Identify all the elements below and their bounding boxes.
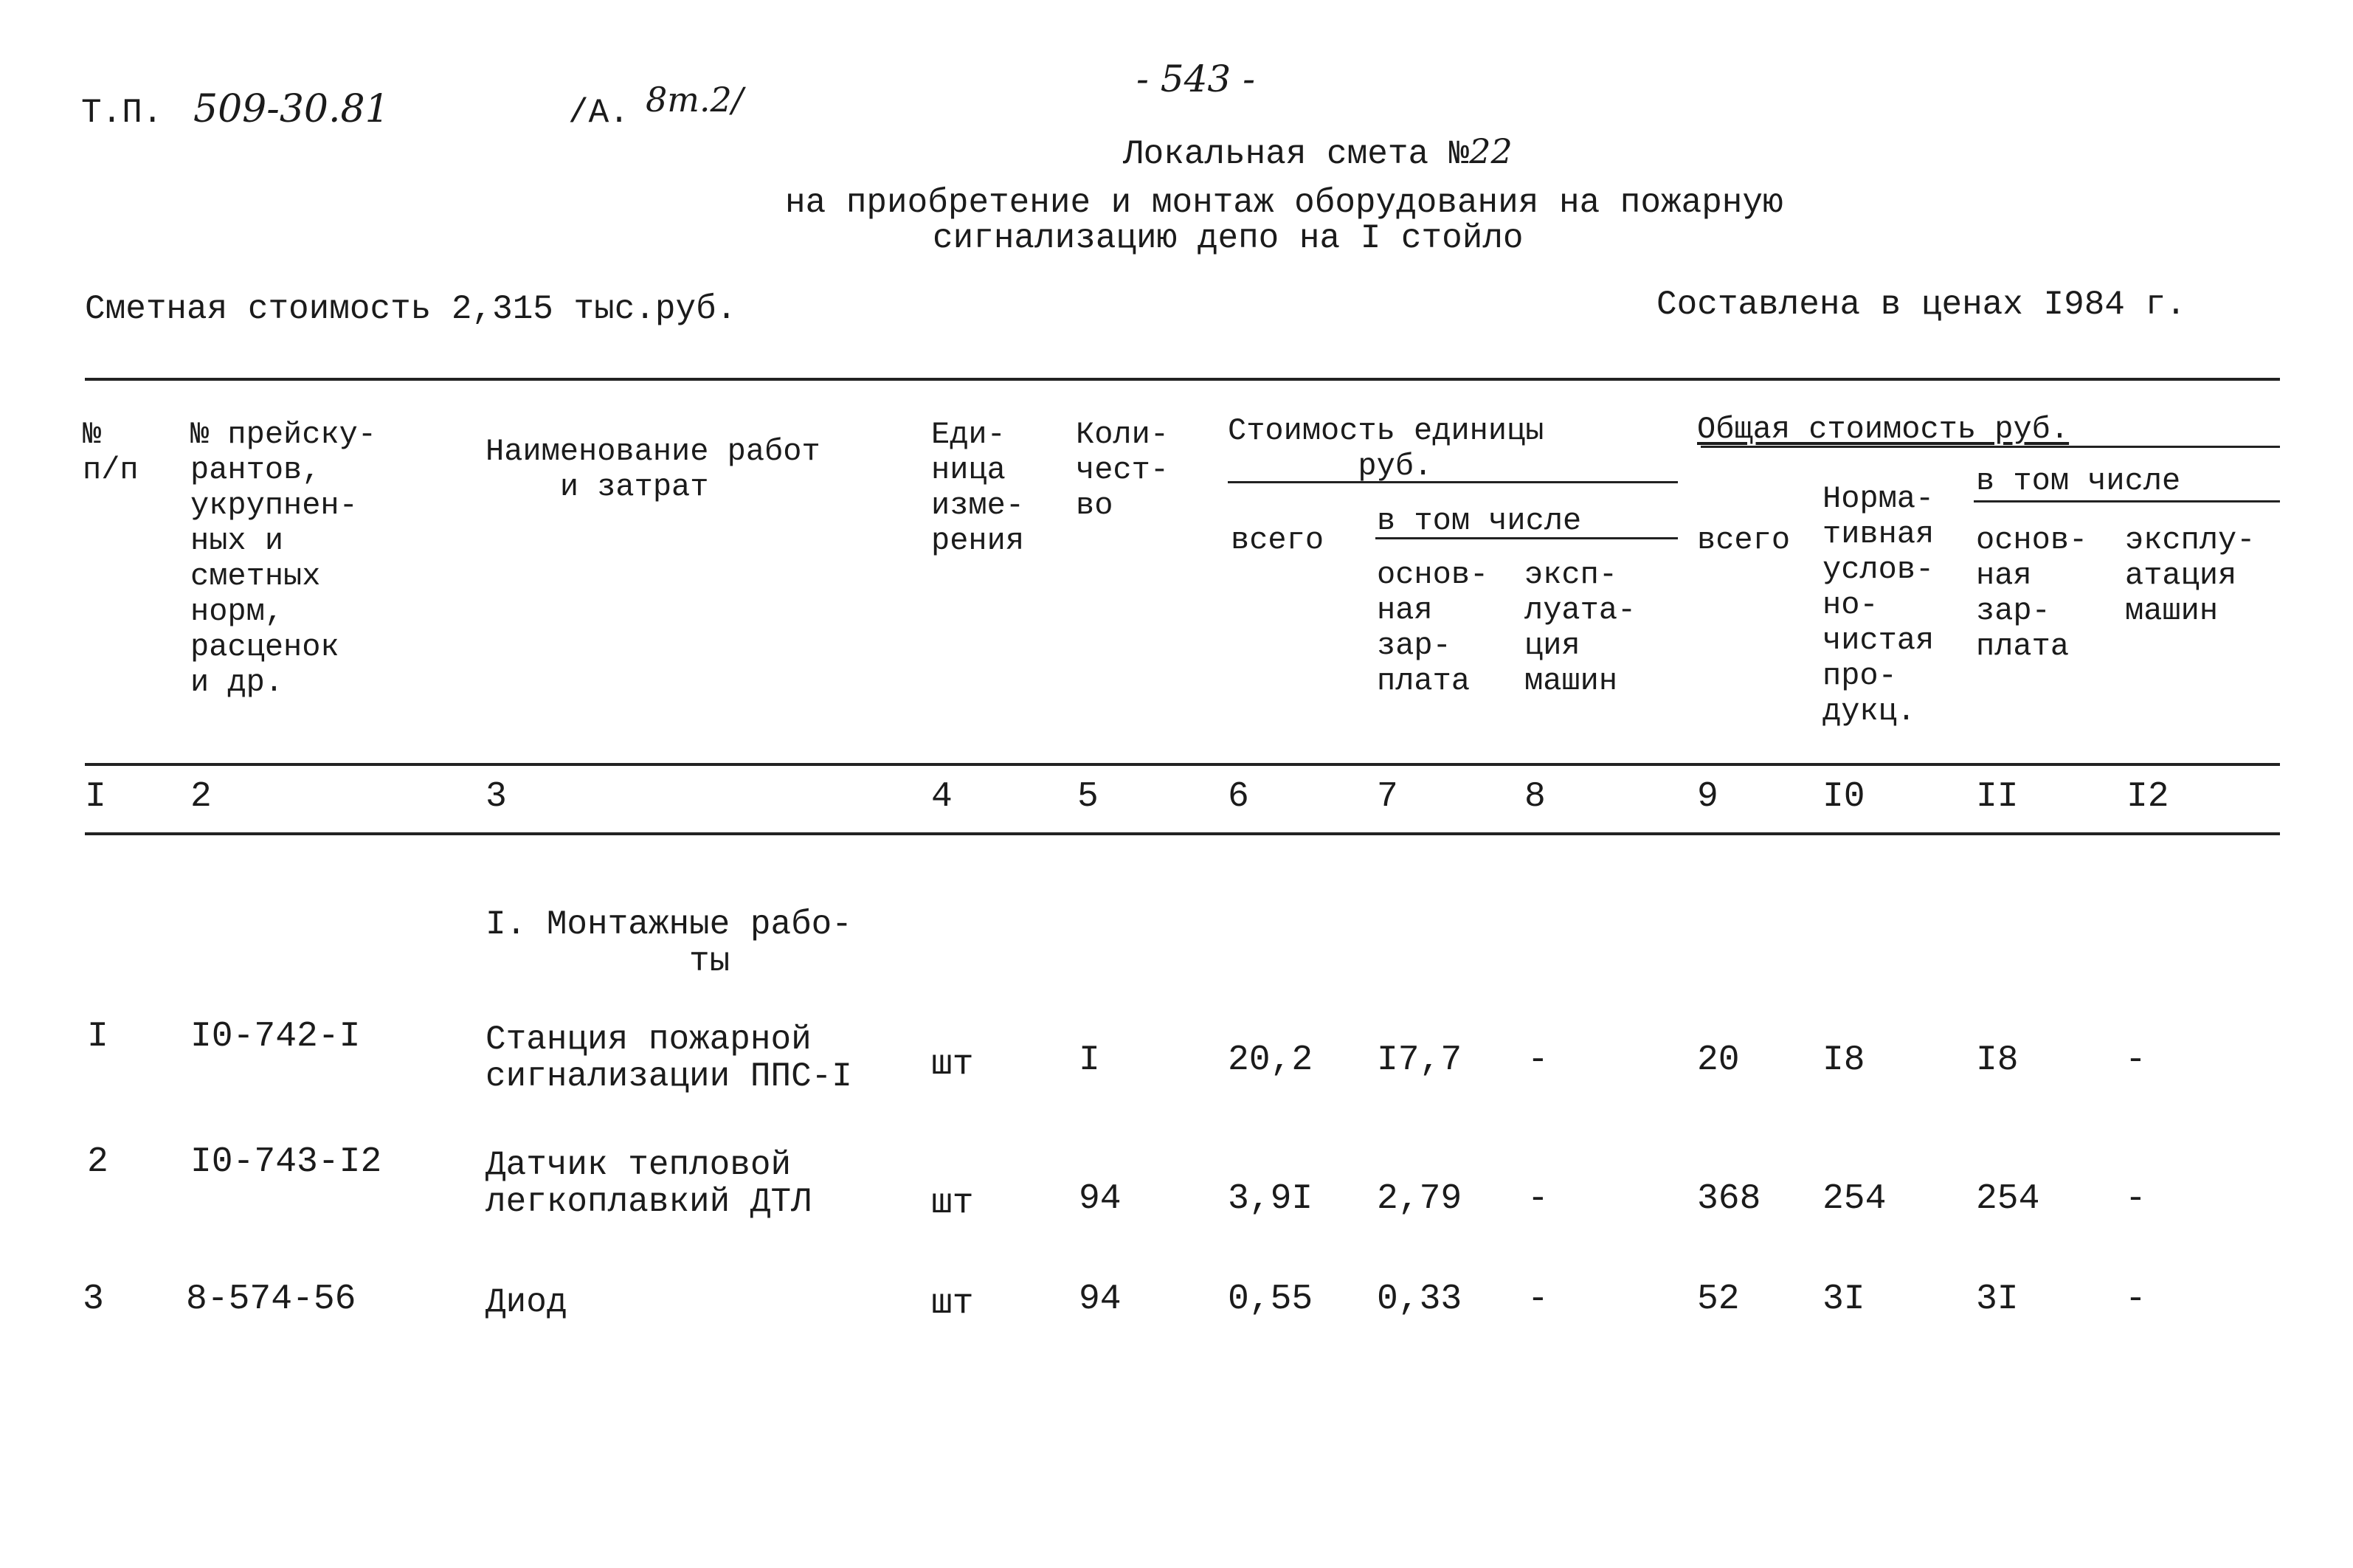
row-unit-total: 3,9I	[1228, 1179, 1313, 1219]
col-header-total-incl: в том числе	[1976, 463, 2181, 499]
col-header-2: № прейску- рантов, укрупнен- ных и сметных норм, расценок и др.	[190, 417, 377, 700]
table-top-rule	[85, 378, 2280, 381]
row-unit: шт	[931, 1045, 974, 1085]
row-product: 3I	[1822, 1279, 1865, 1319]
row-unit-machines: -	[1527, 1279, 1549, 1319]
row-name: Датчик тепловой легкоплавкий ДТЛ	[486, 1146, 812, 1221]
col-number: 4	[931, 777, 953, 817]
row-number: 2	[87, 1142, 108, 1182]
price-basis: Составлена в ценах I984 г.	[1656, 286, 2186, 324]
row-machines: -	[2125, 1279, 2146, 1319]
row-unit-wage: I7,7	[1377, 1040, 1462, 1080]
subtitle-line-1: на приобретение и монтаж оборудования на пожарную	[785, 184, 1783, 222]
row-total: 20	[1697, 1040, 1740, 1080]
row-code: I0-743-I2	[190, 1142, 382, 1182]
col-header-7: основ- ная зар- плата	[1377, 557, 1489, 699]
section-title: I. Монтажные рабо- ты	[486, 905, 852, 981]
album-label: /А.	[568, 94, 629, 132]
col-header-9: всего	[1697, 522, 1791, 558]
col-header-10: Норма- тивная услов- но- чистая про- дукц.	[1822, 481, 1935, 729]
col-header-3: Наименование работ и затрат	[486, 434, 820, 505]
row-quantity: 94	[1079, 1279, 1122, 1319]
col-number: I2	[2126, 777, 2169, 817]
tp-number: 509-30.81	[193, 87, 390, 131]
row-wage: 254	[1976, 1179, 2040, 1219]
row-code: I0-742-I	[190, 1017, 361, 1057]
header-bottom-rule	[85, 763, 2280, 766]
row-total: 52	[1697, 1279, 1740, 1319]
row-number: I	[87, 1017, 108, 1057]
row-product: 254	[1822, 1179, 1887, 1219]
row-unit-total: 0,55	[1228, 1279, 1313, 1319]
row-unit-total: 20,2	[1228, 1040, 1313, 1080]
col-number: II	[1976, 777, 2019, 817]
col-header-total-cost: Общая стоимость руб.	[1697, 412, 2070, 447]
col-header-8: эксп- луата- ция машин	[1524, 557, 1637, 699]
row-product: I8	[1822, 1040, 1865, 1080]
row-machines: -	[2125, 1040, 2146, 1080]
col-number: 3	[486, 777, 507, 817]
col-header-1: № п/п	[83, 417, 139, 488]
row-unit-machines: -	[1527, 1179, 1549, 1219]
estimated-cost: Сметная стоимость 2,315 тыс.руб.	[85, 290, 737, 328]
subtitle-line-2: сигнализацию депо на I стойло	[933, 219, 1524, 258]
row-code: 8-574-56	[186, 1279, 356, 1319]
row-number: 3	[83, 1279, 104, 1319]
row-unit: шт	[931, 1284, 974, 1324]
row-name: Диод	[486, 1283, 567, 1322]
row-wage: I8	[1976, 1040, 2019, 1080]
row-unit-wage: 2,79	[1377, 1179, 1462, 1219]
col-number: I	[85, 777, 106, 817]
col-number: I0	[1822, 777, 1865, 817]
col-number: 7	[1377, 777, 1398, 817]
col-number: 9	[1697, 777, 1718, 817]
row-wage: 3I	[1976, 1279, 2019, 1319]
col-header-6: всего	[1231, 522, 1324, 558]
page-number: - 543 -	[1136, 58, 1256, 100]
col-header-4: Еди- ница изме- рения	[931, 417, 1025, 559]
col-number: 6	[1228, 777, 1249, 817]
tp-label: Т.П.	[81, 94, 163, 132]
total-incl-rule	[1974, 500, 2280, 502]
col-number: 8	[1524, 777, 1546, 817]
row-unit: шт	[931, 1184, 974, 1223]
col-header-unit-incl: в том числе	[1377, 503, 1582, 539]
row-unit-wage: 0,33	[1377, 1279, 1462, 1319]
col-header-5: Коли- чест- во	[1076, 417, 1169, 523]
col-number: 5	[1077, 777, 1099, 817]
row-quantity: 94	[1079, 1179, 1122, 1219]
row-name: Станция пожарной сигнализации ППС-I	[486, 1020, 852, 1096]
row-machines: -	[2125, 1179, 2146, 1219]
row-quantity: I	[1079, 1040, 1100, 1080]
col-header-11: основ- ная зар- плата	[1976, 522, 2088, 664]
col-number: 2	[190, 777, 212, 817]
col-header-unit-cost: Стоимость единицы руб.	[1228, 413, 1544, 484]
row-total: 368	[1697, 1179, 1761, 1219]
album-number: 8т.2/	[646, 80, 744, 120]
numbers-bottom-rule	[85, 832, 2280, 835]
col-header-12: эксплу- атация машин	[2125, 522, 2256, 629]
document-title: Локальная смета №22	[1123, 131, 1513, 173]
row-unit-machines: -	[1527, 1040, 1549, 1080]
